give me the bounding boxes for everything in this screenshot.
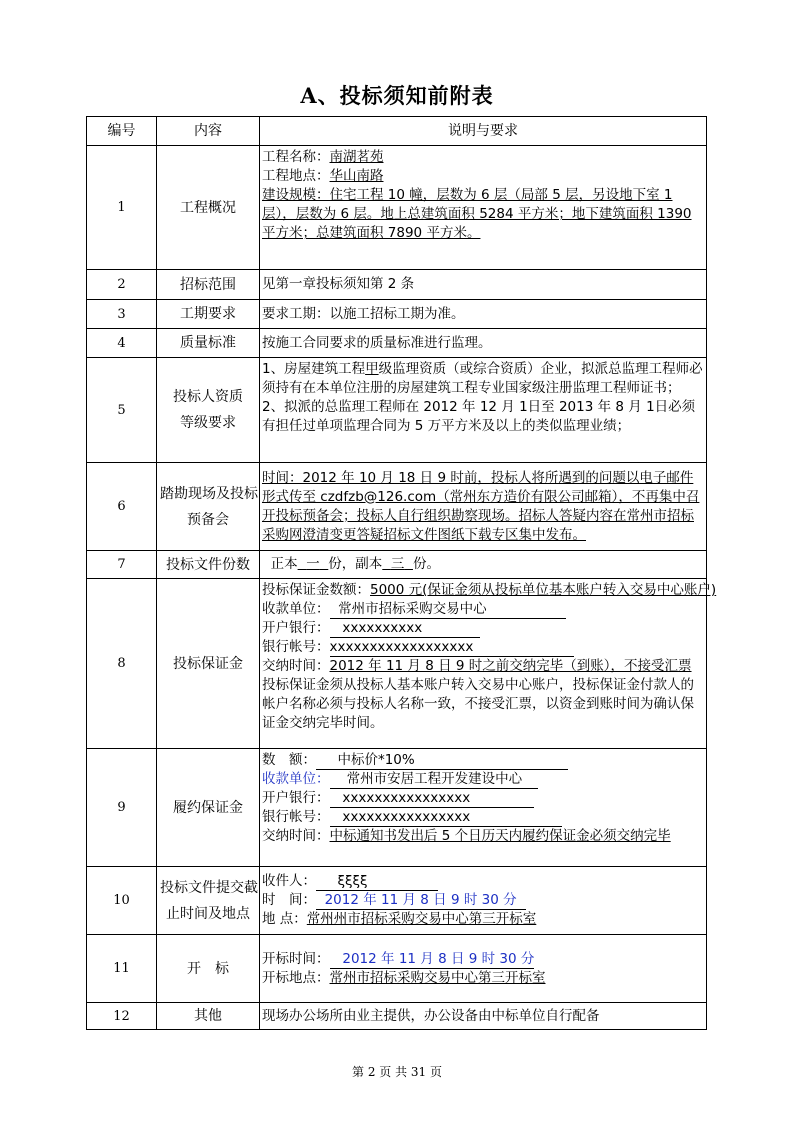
table-header-row bbox=[87, 117, 707, 146]
row-item: 履约保证金 bbox=[157, 749, 260, 867]
table-row bbox=[87, 579, 707, 749]
row-item: 招标范围 bbox=[157, 270, 260, 300]
bank: xxxxxxxxxx bbox=[342, 620, 423, 636]
row-desc: 开标时间： 2012 年 11 月 8 日 9 时 30 分 开标地点：常州市招标采购交易中心第三开标室 bbox=[260, 935, 707, 1003]
table-row bbox=[87, 1003, 707, 1030]
row-item: 投标人资质 等级要求 bbox=[157, 358, 260, 463]
row-num: 10 bbox=[87, 867, 157, 935]
label: 工程地点： bbox=[262, 168, 330, 184]
row-desc: 收件人： ξξξξ 时 间： 2012 年 11 月 8 日 9 时 30 分 地 点：常州州市招标采购交易中心第三开标室 bbox=[260, 867, 707, 935]
qualification-1: 1、房屋建筑工程甲级监理资质（或综合资质）企业，拟派总监理工程师必须持有在本单位注册的房屋建筑工程专业国家级注册监理工程师证书； bbox=[262, 361, 703, 396]
row-item: 工期要求 bbox=[157, 300, 260, 329]
account: xxxxxxxxxxxxxxxxxx bbox=[329, 639, 474, 655]
row-desc: 按施工合同要求的质量标准进行监理。 bbox=[260, 329, 707, 358]
project-location: 华山南路 bbox=[329, 168, 384, 184]
row-desc bbox=[260, 146, 707, 270]
row-desc: 时间：2012 年 10 月 18 日 9 时前，投标人将所遇到的问题以电子邮件形式传至 czdfzb@126.com（常州东方造价有限公司邮箱），不再集中召开投标预备会；投标人自行组织勘察现场。招标人答疑内容在常州市招标采购网澄清变更答疑招标文件图纸下载专区集中发布。 bbox=[260, 463, 707, 551]
row-num: 8 bbox=[87, 579, 157, 749]
page-title: A、投标须知前附表 bbox=[300, 83, 494, 108]
table-row bbox=[87, 463, 707, 551]
row-item: 其他 bbox=[157, 1003, 260, 1030]
row-item: 投标保证金 bbox=[157, 579, 260, 749]
page-footer: 第 2 页 共 31 页 bbox=[352, 1065, 442, 1079]
deposit-amount: 5000 元(保证金须从投标单位基本账户转入交易中心账户) bbox=[370, 582, 717, 598]
table-row bbox=[87, 867, 707, 935]
row-num: 11 bbox=[87, 935, 157, 1003]
table-row bbox=[87, 329, 707, 358]
project-name: 南湖茗苑 bbox=[329, 149, 384, 165]
row-num: 1 bbox=[87, 146, 157, 270]
project-scale: 建设规模：住宅工程 10 幢，层数为 6 层（局部 5 层，另设地下室 1 层），层数为 6 层。地上总建筑面积 5284 平方米；地下建筑面积 1390 平方米；总建筑面积 7890 平方米。 bbox=[262, 187, 692, 241]
row-item: 投标文件提交截 止时间及地点 bbox=[157, 867, 260, 935]
header-desc: 说明与要求 bbox=[260, 117, 707, 146]
row-num: 12 bbox=[87, 1003, 157, 1030]
bid-instructions-table bbox=[86, 116, 717, 1030]
table-row bbox=[87, 749, 707, 867]
header-num: 编号 bbox=[87, 117, 157, 146]
table-row bbox=[87, 551, 707, 579]
table-row bbox=[87, 935, 707, 1003]
header-item: 内容 bbox=[157, 117, 260, 146]
row-desc: 见第一章投标须知第 2 条 bbox=[260, 270, 707, 300]
row-item: 质量标准 bbox=[157, 329, 260, 358]
row-num: 3 bbox=[87, 300, 157, 329]
table-row bbox=[87, 270, 707, 300]
row-item: 工程概况 bbox=[157, 146, 260, 270]
row-num: 2 bbox=[87, 270, 157, 300]
row-item: 开 标 bbox=[157, 935, 260, 1003]
row-item: 投标文件份数 bbox=[157, 551, 260, 579]
table-row bbox=[87, 300, 707, 329]
row-desc: 数 额： 中标价*10% 收款单位： 常州市安居工程开发建设中心 开户银行： xxxxxxxxxxxxxxxx 银行帐号： xxxxxxxxxxxxxxxx 交纳时间：中标通知书发出后 5 个日历天内履约保证金必须交纳完毕 bbox=[260, 749, 707, 867]
row-desc: 现场办公场所由业主提供，办公设备由中标单位自行配备 bbox=[260, 1003, 707, 1030]
row-num: 7 bbox=[87, 551, 157, 579]
row-desc bbox=[260, 358, 707, 463]
row-desc: 要求工期：以施工招标工期为准。 bbox=[260, 300, 707, 329]
row-desc: 投标保证金数额：5000 元(保证金须从投标单位基本账户转入交易中心账户) 收款单位： 常州市招标采购交易中心 开户银行： xxxxxxxxxx 银行帐号：xxxxxxxxxxxxxxxxxx 交纳时间：2012 年 11 月 8 日 9 时之前交纳完毕（到账），不接受汇票 投标保证金须从投标人基本账户转入交易中心账户，投标保证金付款人的帐户名称必须与投标人名称一致，不接受汇票，以资金到账时间为确认保证金交纳完毕时间。 bbox=[260, 579, 707, 749]
row-desc: 正本 一 份，副本 三 份。 bbox=[260, 551, 707, 579]
deposit-time: 2012 年 11 月 8 日 9 时之前交纳完毕（到账），不接受汇票 bbox=[329, 658, 692, 674]
table-row bbox=[87, 358, 707, 463]
qualification-2: 2、拟派的总监理工程师在 2012 年 12 月 1日至 2013 年 8 月 1日必须有担任过单项监理合同为 5 万平方米及以上的类似监理业绩； bbox=[262, 399, 696, 434]
table-row bbox=[87, 146, 707, 270]
row-num: 5 bbox=[87, 358, 157, 463]
payee: 常州市招标采购交易中心 bbox=[338, 601, 487, 617]
row-num: 4 bbox=[87, 329, 157, 358]
deposit-note: 投标保证金须从投标人基本账户转入交易中心账户，投标保证金付款人的帐户名称必须与投标人名称一致，不接受汇票，以资金到账时间为确认保证金交纳完毕时间。 bbox=[262, 677, 694, 731]
row-num: 9 bbox=[87, 749, 157, 867]
label: 工程名称： bbox=[262, 149, 330, 165]
row-num: 6 bbox=[87, 463, 157, 551]
row-item: 踏勘现场及投标 预备会 bbox=[157, 463, 260, 551]
